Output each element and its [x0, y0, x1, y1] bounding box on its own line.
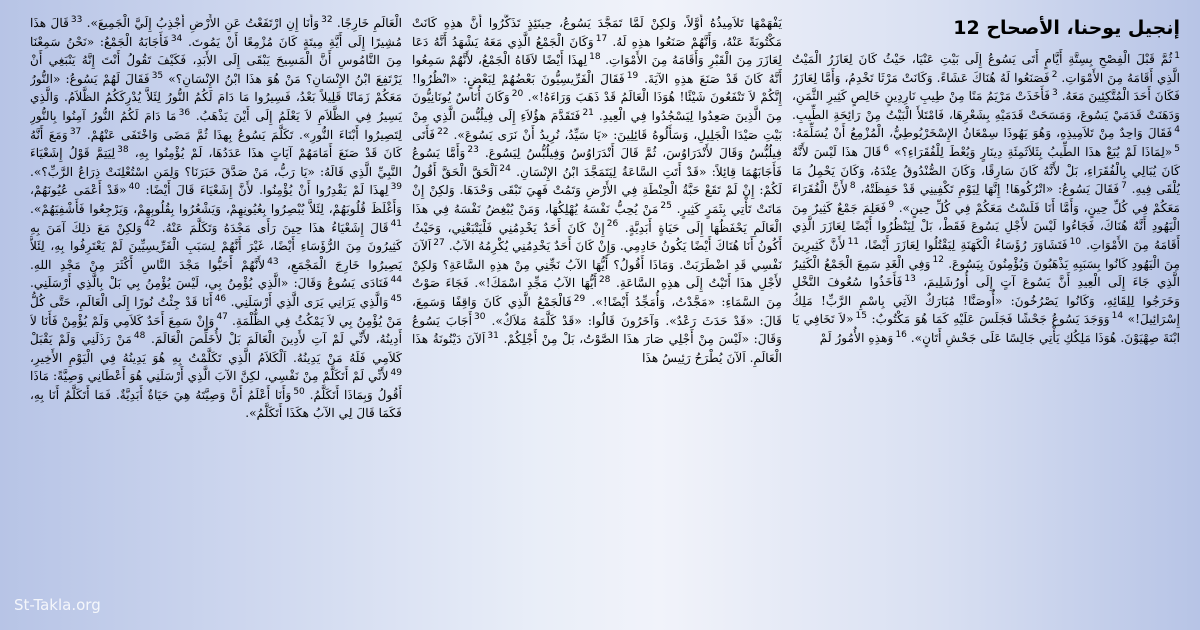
verse: [146, 183, 403, 197]
text-column-right: [792, 14, 1180, 614]
verse-text: فَأَخَذَتْ مَرْيَمُ مَنًا مِنْ طِيبِ نَارِدِينٍ خَالِصٍ كَثِيرِ الثَّمَنِ، وَدَهَنَتْ قَدَمَيْ يَسُوعَ، وَمَسَحَتْ قَدَمَيْهِ بِشَعْرِهَا، فَامْتَلأَ الْبَيْتُ مِنْ رَائِحَةِ الطِّيبِ.: [792, 89, 1180, 122]
verse-text: فَأَجَابَهُ الْجَمْعُ: «نَحْنُ سَمِعْنَا مِنَ النَّامُوسِ أَنَّ الْمَسِيحَ يَبْقَى إِلَى الأَبَدِ، فَكَيْفَ تَقُولُ أَنْتَ إِنَّهُ يَنْبَغِي أَنْ يَرْتَفِعَ ابْنُ الإِنْسَانِ؟ مَنْ هُوَ هذَا ابْنُ الإِنْسَانِ؟»: [30, 34, 402, 86]
verse-text: لِيَتِمَّ قَوْلُ إِشَعْيَاءَ النَّبِيِّ الَّذِي قَالَهُ: «يَا رَبُّ، مَنْ صَدَّقَ خَبَرَنَا؟ وَلِمَنِ اسْتُعْلِنَتْ ذِرَاعُ الرَّبِّ؟».: [30, 146, 402, 179]
verse-number: 26: [606, 219, 619, 230]
verse: [864, 238, 1081, 252]
verse-text: وَأَنَا إِنِ ارْتَفَعْتُ عَنِ الأَرْضِ أَجْذِبُ إِلَيَّ الْجَمِيعَ».: [86, 16, 320, 30]
verse-text: اَلْحَقَّ الْحَقَّ أَقُولُ لَكُمْ: إِنْ لَمْ تَقَعْ حَبَّةُ الْحِنْطَةِ فِي الأَرْضِ وَتَمُتْ فَهِيَ تَبْقَى وَحْدَهَا. وَلكِنْ إِنْ مَاتَتْ تَأْتِي بِثَمَرٍ كَثِيرٍ.: [412, 164, 782, 216]
verse: [820, 331, 907, 345]
verse-number: 18: [589, 52, 601, 63]
verse-text: «قَدْ أَعْمَى عُيُونَهُمْ، وَأَغْلَظَ قُلُوبَهُمْ، لِئَلاَّ يُبْصِرُوا بِعُيُونِهِمْ، وَيَشْعُرُوا بِقُلُوبِهِمْ، وَيَرْجِعُوا فَأَشْفِيَهُمْ».: [30, 183, 402, 216]
verse-text: فَعَلِمَ جَمْعٌ كَثِيرٌ مِنَ الْيَهُودِ أَنَّهُ هُنَاكَ، فَجَاءُوا لَيْسَ لأَجْلِ يَسُوعَ فَقَطْ، بَلْ لِيَنْظُرُوا أَيْضًا لِعَازَرَ الَّذِي أَقَامَهُ مِنَ الأَمْوَاتِ.: [792, 200, 1180, 252]
verse-number: 9: [888, 199, 895, 210]
verse-number: 49: [390, 368, 402, 379]
verse-number: 1: [1174, 50, 1180, 61]
verse-number: 42: [144, 219, 156, 230]
verse-number: 7: [1121, 181, 1127, 192]
verse-number: 36: [178, 107, 191, 118]
verse-number: 25: [660, 200, 672, 211]
verse-text: لأَنِّي لَمْ أَتَكَلَّمْ مِنْ نَفْسِي، لكِنَّ الآبَ الَّذِي أَرْسَلَنِي هُوَ أَعْطَانِي وَصِيَّةً: مَاذَا أَقُولُ وَبِمَاذَا أَتَكَلَّمُ.: [30, 369, 402, 402]
verse-number: 34: [170, 33, 183, 44]
verse-text: أَجَابَ يَسُوعُ وَقَالَ: «لَيْسَ مِنْ أَجْلِي صَارَ هذَا الصَّوْتُ، بَلْ مِنْ أَجْلِكُمْ.: [412, 313, 782, 347]
text-column-middle: [412, 14, 782, 614]
verse: [30, 258, 279, 272]
verse: [87, 16, 333, 30]
verse-text: وَلكِنْ مَعَ ذلِكَ آمَنَ بِهِ كَثِيرُونَ مِنَ الرُّؤَسَاءِ أَيْضًا، غَيْرَ أَنَّهُمْ لِسَبَبِ الْفَرِّيسِيِّينَ لَمْ يَعْتَرِفُوا بِهِ، لِئَلاَّ يَصِيرُوا خَارِجَ الْمَجْمَعِ،: [30, 220, 402, 272]
verse-number: 45: [390, 293, 402, 304]
verse-number: 19: [626, 70, 639, 81]
verse-list-middle: [412, 14, 782, 367]
verse-text: وَأَمَّا يَسُوعُ فَأَجَابَهُمَا قِائِلاً: «قَدْ أَتَتِ السَّاعَةُ لِيَتَمَجَّدَ ابْنُ الإِنْسَانِ.: [412, 146, 782, 179]
verse-text: وَكَانَ الْجَمْعُ الَّذِي مَعَهُ يَشْهَدُ أَنَّهُ دَعَا لِعَازَرَ مِنَ الْقَبْرِ وَأَقَامَهُ مِنَ الأَمْوَاتِ.: [412, 34, 782, 68]
verse: [894, 145, 1180, 159]
verse-number: 4: [1174, 125, 1180, 136]
verse-number: 46: [214, 293, 227, 304]
text-column-left: [30, 14, 402, 614]
verse-text: إِنْ كَانَ أَحَدٌ يَخْدِمُنِي فَلْيَتْبَعْنِي، وَحَيْثُ أَكُونُ أَنَا هُنَاكَ أَيْضًا يَكُونُ خَادِمِي. وَإِنْ كَانَ أَحَدٌ يَخْدِمُنِي يُكْرِمُهُ الآبُ.: [412, 220, 782, 254]
verse: [860, 182, 1127, 196]
verse-text: مَا دَامَ لَكُمُ النُّورُ آمِنُوا بِالنُّورِ لِتَصِيرُوا أَبْنَاءَ النُّورِ». تَكَلَّمَ يَسُوعُ بِهذَا ثُمَّ مَضَى وَاخْتَفَى عَنْهُمْ.: [30, 108, 402, 142]
verse-text: وَوَجَدَ يَسُوعُ جَحْشًا فَجَلَسَ عَلَيْهِ كَمَا هُوَ مَكْتُوبٌ:: [871, 312, 1110, 327]
verse-text: فَقَالَ يَسُوعُ: «اتْرُكُوهَا! إِنَّهَا لِيَوْمِ تَكْفِينِي قَدْ حَفِظَتْهُ،: [860, 182, 1120, 197]
verse-number: 31: [487, 331, 499, 342]
verse-text: فَنَادَى يَسُوعُ وَقَالَ: «الَّذِي يُؤْمِنُ بِي، لَيْسَ يُؤْمِنُ بِي بَلْ بِالَّذِي أَرْسَلَنِي.: [30, 276, 389, 291]
verse-text: فَأَخَذُوا سُعُوفَ النَّخْلِ وَخَرَجُوا لِلِقَائِهِ، وَكَانُوا يَصْرُخُونَ: «أُوصَنَّا! مُبَارَكٌ الآتِي بِاسْمِ الرَّبِّ! مَلِكُ إِسْرَائِيلَ!»: [792, 275, 1180, 327]
verse-text: لأَنَّ الْفُقَرَاءَ مَعَكُمْ فِي كُلِّ حِينٍ، وَأَمَّا أَنَا فَلَسْتُ مَعَكُمْ فِي كُلِّ حِينٍ».: [792, 182, 1180, 215]
verse: [30, 276, 402, 290]
verse-text: وَإِنْ سَمِعَ أَحَدٌ كَلاَمِي وَلَمْ يُؤْمِنْ فَأَنَا لاَ أَدِينُهُ، لأَنِّي لَمْ آتِ لأَدِينَ الْعَالَمَ بَلْ لأُخَلِّصَ الْعَالَمَ.: [30, 313, 402, 347]
verse: [337, 16, 402, 30]
verse-text: وَكَانَ أُنَاسٌ يُونَانِيُّونَ مِنَ الَّذِينَ صَعِدُوا لِيَسْجُدُوا فِي الْعِيدِ.: [412, 90, 782, 123]
verse-number: 6: [883, 143, 889, 154]
verse-number: 15: [855, 311, 867, 322]
verse-text: قَالَ هذَا لَيْسَ لأَنَّهُ كَانَ يُبَالِي بِالْفُقَرَاءِ، بَلْ لأَنَّهُ كَانَ سَارِقًا، وَكَانَ الصُّنْدُوقُ عِنْدَهُ، وَكَانَ يَحْمِلُ مَا يُلْقَى فِيهِ.: [792, 144, 1180, 197]
verse-text: يَفْهَمْهَا تَلاَمِيذُهُ أَوَّلاً، وَلكِنْ لَمَّا تَمَجَّدَ يَسُوعُ، حِينَئِذٍ تَذَكَّرُوا أَنَّ هذِهِ كَانَتْ مَكْتُوبَةً عَنْهُ، وَأَنَّهُمْ صَنَعُوا هذِهِ لَهُ.: [412, 16, 782, 49]
verse-number: 43: [267, 256, 279, 267]
verse: [872, 312, 1124, 326]
page-title: إنجيل يوحنا، الأصحاح 12: [953, 17, 1180, 39]
verse-number: 38: [117, 145, 129, 156]
verse-list-right: [792, 50, 1180, 348]
verse-text: أَيُّهَا الآبُ مَجِّدِ اسْمَكَ!». فَجَاءَ صَوْتٌ مِنَ السَّمَاءِ: «مَجَّدْتُ، وَأُمَجِّدُ أَيْضًا!».: [412, 276, 782, 309]
verse-text: وَأَنَا أَعْلَمُ أَنَّ وَصِيَّتَهُ هِيَ حَيَاةٌ أَبَدِيَّةٌ. فَمَا أَتَكَلَّمُ أَنَا بِهِ، فَكَمَا قَالَ لِي الآبُ هكَذَا أَتَكَلَّمُ».: [30, 387, 402, 421]
verse-text: مَنْ رَذَلَنِي وَلَمْ يَقْبَلْ كَلاَمِي فَلَهُ مَنْ يَدِينُهُ. اَلْكَلاَمُ الَّذِي تَكَلَّمْتُ بِهِ هُوَ يَدِينُهُ فِي الْيَوْمِ الأَخِيرِ،: [30, 332, 402, 365]
verse-text: «لِمَاذَا لَمْ يُبَعْ هذَا الطِّيبُ بِثَلاَثَمِئَةِ دِينَارٍ وَيُعْطَ لِلْفُقَرَاءِ؟»: [893, 144, 1173, 159]
verse-number: 13: [904, 274, 916, 285]
verse-number: 10: [1069, 236, 1082, 247]
verse-number: 16: [895, 329, 907, 340]
verse-text: فَقَالَ وَاحِدٌ مِنْ تَلاَمِيذِهِ، وَهُوَ يَهُوذَا سِمْعَانُ الإِسْخَرْيُوطِيُّ، الْمُزْمِعُ أَنْ يُسَلِّمَهُ:: [792, 126, 1173, 141]
verse-number: 28: [598, 275, 611, 286]
verse-text: اَلآنَ دَيْنُونَةُ هذَا الْعَالَمِ. اَلآنَ يُطْرَحُ رَئِيسُ هذَا: [412, 332, 782, 365]
verse-text: لِهذَا أَيْضًا لاَقَاهُ الْجَمْعُ، لأَنَّهُمْ سَمِعُوا أَنَّهُ كَانَ قَدْ صَنَعَ هذِهِ الآيَةَ.: [412, 53, 782, 86]
verse-number: 17: [595, 33, 608, 44]
verse-number: 23: [467, 145, 479, 156]
verse-number: 21: [582, 107, 594, 118]
verse-text: مَنْ يُحِبُّ نَفْسَهُ يُهْلِكُهَا، وَمَنْ يُبْغِضُ نَفْسَهُ فِي هذَا الْعَالَمِ يَحْفَظُهَا إِلَى حَيَاةٍ أَبَدِيَّةٍ.: [412, 201, 782, 235]
site-watermark: St-Takla.org: [14, 596, 101, 614]
verse-number: 24: [499, 163, 511, 174]
verse-number: 27: [433, 238, 445, 249]
verse-text: قَالَ إِشَعْيَاءُ هذَا حِينَ رَأَى مَجْدَهُ وَتَكَلَّمَ عَنْهُ.: [161, 220, 389, 235]
verse: [162, 221, 402, 235]
verse: [792, 126, 1180, 140]
verse-text: فَتَشَاوَرَ رُؤَسَاءُ الْكَهَنَةِ لِيَقْتُلُوا لِعَازَرَ أَيْضًا،: [864, 237, 1068, 252]
verse-text: وَمَعَ أَنَّهُ كَانَ قَدْ صَنَعَ أَمَامَهُمْ آيَاتٍ هذَا عَدَدُهَا، لَمْ يُؤْمِنُوا بِهِ،: [30, 127, 402, 161]
verse-number: 50: [293, 386, 305, 397]
verse-text: أَنَا قَدْ جِئْتُ نُورًا إِلَى الْعَالَمِ، حَتَّى كُلُّ مَنْ يُؤْمِنُ بِي لاَ يَمْكُثُ فِي الظُّلْمَةِ.: [30, 294, 402, 328]
verse-number: 44: [390, 275, 402, 286]
verse-number: 8: [849, 181, 856, 192]
verse-number: 41: [390, 219, 402, 230]
verse-text: فَتَقَدَّمَ هؤُلاَءِ إِلَى فِيلُبُّسَ الَّذِي مِنْ بَيْتِ صَيْدَا الْجَلِيلِ، وَسَأَلُوهُ قَائِلِينَ: «يَا سَيِّدُ، نُرِيدُ أَنْ نَرَى يَسُوعَ».: [412, 108, 782, 142]
verse-text: «لاَ تَخَافِي يَا ابْنَةَ صِهْيَوْنَ. هُوَذَا مَلِكُكِ يَأْتِي جَالِسًا عَلَى جَحْشِ أَتَانٍ».: [792, 312, 1180, 345]
verse-number: 30: [473, 312, 486, 323]
verse-text: لِهذَا لَمْ يَقْدِرُوا أَنْ يُؤْمِنُوا. لأَنَّ إِشَعْيَاءَ قَالَ أَيْضًا:: [145, 183, 389, 198]
verse-text: فَقَالَ الْفَرِّيسِيُّونَ بَعْضُهُمْ لِبَعْضٍ: «انْظُرُوا! إِنَّكُمْ لاَ تَنْفَعُونَ شَيْئًا! هُوَذَا الْعَالَمُ قَدْ ذَهَبَ وَرَاءَهُ!».: [412, 71, 782, 105]
verse-number: 32: [321, 14, 333, 25]
verse-number: 35: [151, 70, 164, 81]
verse-number: 5: [1174, 143, 1180, 154]
verse-text: وَفِي الْغَدِ سَمِعَ الْجَمْعُ الْكَثِيرُ الَّذِي جَاءَ إِلَى الْعِيدِ أَنَّ يَسُوعَ آتٍ إِلَى أُورُشَلِيمَ،: [792, 256, 1180, 290]
verse-list-left: [30, 14, 402, 423]
verse-text: لأَنَّ كَثِيرِينَ مِنَ الْيَهُودِ كَانُوا بِسَبَبِهِ يَذْهَبُونَ وَيُؤْمِنُونَ بِيَسُوعَ.: [792, 237, 1180, 271]
verse-text: ثُمَّ قَبْلَ الْفِصْحِ بِسِتَّةِ أَيَّامٍ أَتَى يَسُوعُ إِلَى بَيْتِ عَنْيَا، حَيْثُ كَانَ لِعَازَرُ الْمَيْتُ الَّذِي أَقَامَهُ مِنَ الأَمْوَاتِ.: [792, 52, 1180, 85]
verse-number: 37: [69, 126, 82, 137]
verse-text: وَهذِهِ الأُمُورُ لَمْ: [819, 330, 894, 345]
verse: [231, 295, 402, 309]
verse-number: 22: [437, 126, 449, 137]
verse-text: اَلآنَ نَفْسِي قَدِ اضْطَرَبَتْ. وَمَاذَا أَقُولُ؟ أَيُّهَا الآبُ نَجِّنِي مِنْ هذِهِ السَّاعَةِ؟ وَلكِنْ لأَجْلِ هذَا أَتَيْتُ إِلَى هذِهِ السَّاعَةِ.: [412, 239, 782, 291]
verse-number: 3: [1052, 88, 1058, 99]
verse-text: لأَنَّهُمْ أَحَبُّوا مَجْدَ النَّاسِ أَكْثَرَ مِنْ مَجْدِ اللهِ.: [30, 257, 266, 272]
verse-text: الْعَالَمِ خَارِجًا.: [336, 16, 402, 30]
verse-text: قَالَ هذَا مُشِيرًا إِلَى أَيَّةِ مِيتَةٍ كَانَ مُزْمِعًا أَنْ يَمُوتَ.: [30, 16, 402, 49]
verse-text: وَالَّذِي يَرَانِي يَرَى الَّذِي أَرْسَلَنِي.: [230, 294, 389, 309]
verse-number: 33: [70, 14, 83, 25]
verse-text: فَصَنَعُوا لَهُ هُنَاكَ عَشَاءً. وَكَانَتْ مَرْثَا تَخْدِمُ، وَأَمَّا لِعَازَرُ فَكَانَ أَحَدَ الْمُتَّكِئِينَ مَعَهُ.: [792, 70, 1180, 104]
verse-number: 47: [216, 312, 228, 323]
verse-number: 14: [1111, 311, 1124, 322]
verse-text: فَأَتَى فِيلُبُّسُ وَقَالَ لأَنْدَرَاوُسَ، ثُمَّ قَالَ أَنْدَرَاوُسُ وَفِيلُبُّسُ لِيَسُوعَ.: [412, 127, 782, 161]
verse-text: فَالْجَمْعُ الَّذِي كَانَ وَاقِفًا وَسَمِعَ، قَالَ: «قَدْ حَدَثَ رَعْدٌ». وَآخَرُونَ قَالُوا: «قَدْ كَلَّمَهُ مَلاَكٌ».: [412, 294, 782, 328]
verse-number: 2: [1051, 69, 1058, 80]
verse-number: 29: [573, 293, 586, 304]
verse-number: 20: [511, 89, 524, 100]
verse-number: 12: [932, 255, 944, 266]
verse-text: فَقَالَ لَهُمْ يَسُوعُ: «النُّورُ مَعَكُمْ زَمَانًا قَلِيلاً بَعْدُ، فَسِيرُوا مَا دَامَ لَكُمُ النُّورُ لِئَلاَّ يُدْرِكَكُمُ الظَّلاَمُ. وَالَّذِي يَسِيرُ فِي الظَّلاَمِ لاَ يَعْلَمُ إِلَى أَيْنَ يَذْهَبُ.: [30, 71, 402, 123]
verse-number: 48: [133, 331, 146, 342]
verse-number: 40: [128, 182, 141, 193]
verse-number: 11: [847, 236, 860, 247]
verse-number: 39: [390, 182, 402, 193]
